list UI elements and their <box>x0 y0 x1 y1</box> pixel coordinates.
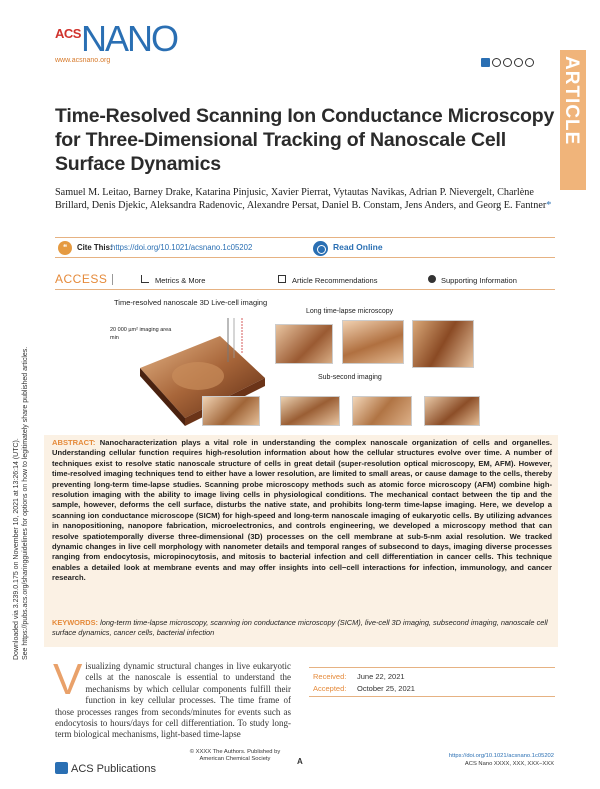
article-type-label: ARTICLE <box>561 56 582 146</box>
timelapse-frame <box>342 320 404 364</box>
subsecond-frame <box>280 396 340 426</box>
subsecond-frame <box>352 396 412 426</box>
figure-scale-unit: min <box>110 335 119 341</box>
copyright: © XXXX The Authors. Published by American Chemical Society <box>189 749 281 763</box>
received-date: June 22, 2021 <box>357 672 405 681</box>
subsecond-frame <box>424 396 480 426</box>
logo-acs: ACS <box>55 26 81 41</box>
download-notice-line2: See https://pubs.acs.org/sharingguidelines for options on how to legitimately share published articles. <box>22 346 29 660</box>
subsecond-label: Sub-second imaging <box>318 374 382 381</box>
author-list <box>55 186 555 212</box>
page-number: A <box>297 757 303 766</box>
site-url[interactable]: www.acsnano.org <box>55 57 111 64</box>
publisher-logo[interactable] <box>55 762 156 775</box>
abstract <box>52 438 552 584</box>
license-icons <box>481 58 534 67</box>
accepted-date: October 25, 2021 <box>357 684 415 693</box>
intro-text: isualizing dynamic structural changes in live eukaryotic cells at the nanoscale is essential to understand the mechanisms by which cellular components fulfill their function in key cellular processes. The time frame of those processes ranges from seconds/minutes for events such as endocytosis to hours/days for cell differentiation. To study long-term biological mechanisms, light-based time-lapse <box>55 661 291 740</box>
download-notice-line1: Downloaded via 3.239.0.175 on November 10, 2021 at 13:26:14 (UTC). <box>13 438 20 660</box>
by-icon <box>503 58 512 67</box>
abstract-label: ABSTRACT: <box>52 438 96 447</box>
abstract-text: Nanocharacterization plays a vital role in understanding the complex nanoscale organization of cells and organelles. Understanding cellular function requires high-resolution information about how the cellular structures evolve over time. A number of techniques exist to resolve static nanoscale structure of cells in great detail (super-resolution optical microscopy, EM, AFM). However, time-resolved imaging techniques tend to either have a lower resolution, are limited to small areas, or cause damage to the cells, thereby preventing long-term time-lapse studies. Scanning probe microscopy methods such as atomic force microscopy (AFM) combine high-resolution imaging with the ability to image living cells in physiological conditions. The mechanical contact between the tip and the sample, however, deforms the cell surface, disturbs the native state, and prohibits long-term time-lapse imaging. Here, we develop a scanning ion conductance microscope (SICM) for high-speed and long-term nanoscale imaging of eukaryotic cells. By utilizing advances in nanopositioning, nanopore fabrication, microelectronics, and controls engineering, we developed a microscopy method that can resolve spatiotemporally diverse three-dimensional (3D) processes on the cell membrane at sub-5-nm axial resolution. We tracked dynamic changes in live cell morphology with nanometer details and temporal ranges of subsecond to days, imaging diverse processes ranging from endocytosis, micropinocytosis, and mitosis to bacterial infection and cell differentiation in cancer cells. This technique enables a detailed look at membrane events and may offer insights into cell−cell interactions for infection, immunology, and cancer research. <box>52 438 552 583</box>
accepted-label: Accepted: <box>313 684 347 693</box>
read-online-icon[interactable] <box>313 241 328 256</box>
keywords <box>52 618 552 638</box>
divider <box>112 274 113 285</box>
keywords-label: KEYWORDS: <box>52 618 98 627</box>
figure-scale-text: 20 000 µm² imaging area <box>110 327 172 333</box>
supporting-info-icon[interactable] <box>428 275 436 283</box>
quote-icon: ❝ <box>58 241 72 255</box>
paper-title: Time-Resolved Scanning Ion Conductance Microscopy for Three-Dimensional Tracking of Nanoscale Cell Surface Dynamics <box>55 105 555 175</box>
recommendations-link[interactable]: Article Recommendations <box>292 276 378 285</box>
cite-bar <box>55 237 555 258</box>
figure-title: Time-resolved nanoscale 3D Live-cell imaging <box>114 298 268 307</box>
subsecond-frame <box>202 396 260 426</box>
authors-text: Samuel M. Leitao, Barney Drake, Katarina Pinjusic, Xavier Pierrat, Vytautas Navikas, Adrian P. Nievergelt, Charlène Brillard, Denis Djekic, Aleksandra Radenovic, Alexandre Persat, Daniel B. Constam, Jens Anders, and Georg E. Fantner <box>55 187 547 212</box>
acs-authorchoice-icon <box>481 58 490 67</box>
footer-doi-link[interactable]: https://doi.org/10.1021/acsnano.1c05202 <box>448 753 554 759</box>
timelapse-frame <box>412 320 474 368</box>
cell-bulge <box>172 362 224 390</box>
access-label: ACCESS <box>55 272 108 286</box>
acs-publications-icon <box>55 762 68 774</box>
bar-chart-icon[interactable] <box>141 275 149 283</box>
toc-graphic <box>110 296 490 434</box>
long-term-label: Long time-lapse microscopy <box>306 308 394 315</box>
corresponding-author-star[interactable]: * <box>546 200 552 212</box>
timelapse-frame <box>275 324 333 364</box>
document-icon[interactable] <box>278 275 286 283</box>
logo-nano: NANO <box>81 18 178 59</box>
download-notice <box>4 330 44 660</box>
cc-icon <box>492 58 501 67</box>
drop-cap: V <box>53 655 83 704</box>
received-label: Received: <box>313 672 347 681</box>
cite-label: Cite This: <box>77 243 113 252</box>
footer-citation <box>410 752 554 768</box>
supporting-info-link[interactable]: Supporting Information <box>441 276 517 285</box>
article-type-band <box>560 50 586 190</box>
history-box <box>309 667 555 697</box>
nd-icon <box>525 58 534 67</box>
nc-icon <box>514 58 523 67</box>
introduction <box>53 655 291 741</box>
doi-link[interactable]: https://doi.org/10.1021/acsnano.1c05202 <box>111 243 253 252</box>
publisher-name: ACS Publications <box>71 763 156 775</box>
access-bar <box>55 270 555 290</box>
journal-reference: ACS Nano XXXX, XXX, XXX−XXX <box>464 761 554 767</box>
metrics-link[interactable]: Metrics & More <box>155 276 206 285</box>
keywords-text: long-term time-lapse microscopy, scanning ion conductance microscopy (SICM), live-cell 3D imaging, subsecond imaging, nanoscale cell surface dynamics, cancer cells, bacterial infection <box>52 618 548 637</box>
read-online-link[interactable]: Read Online <box>333 242 383 252</box>
